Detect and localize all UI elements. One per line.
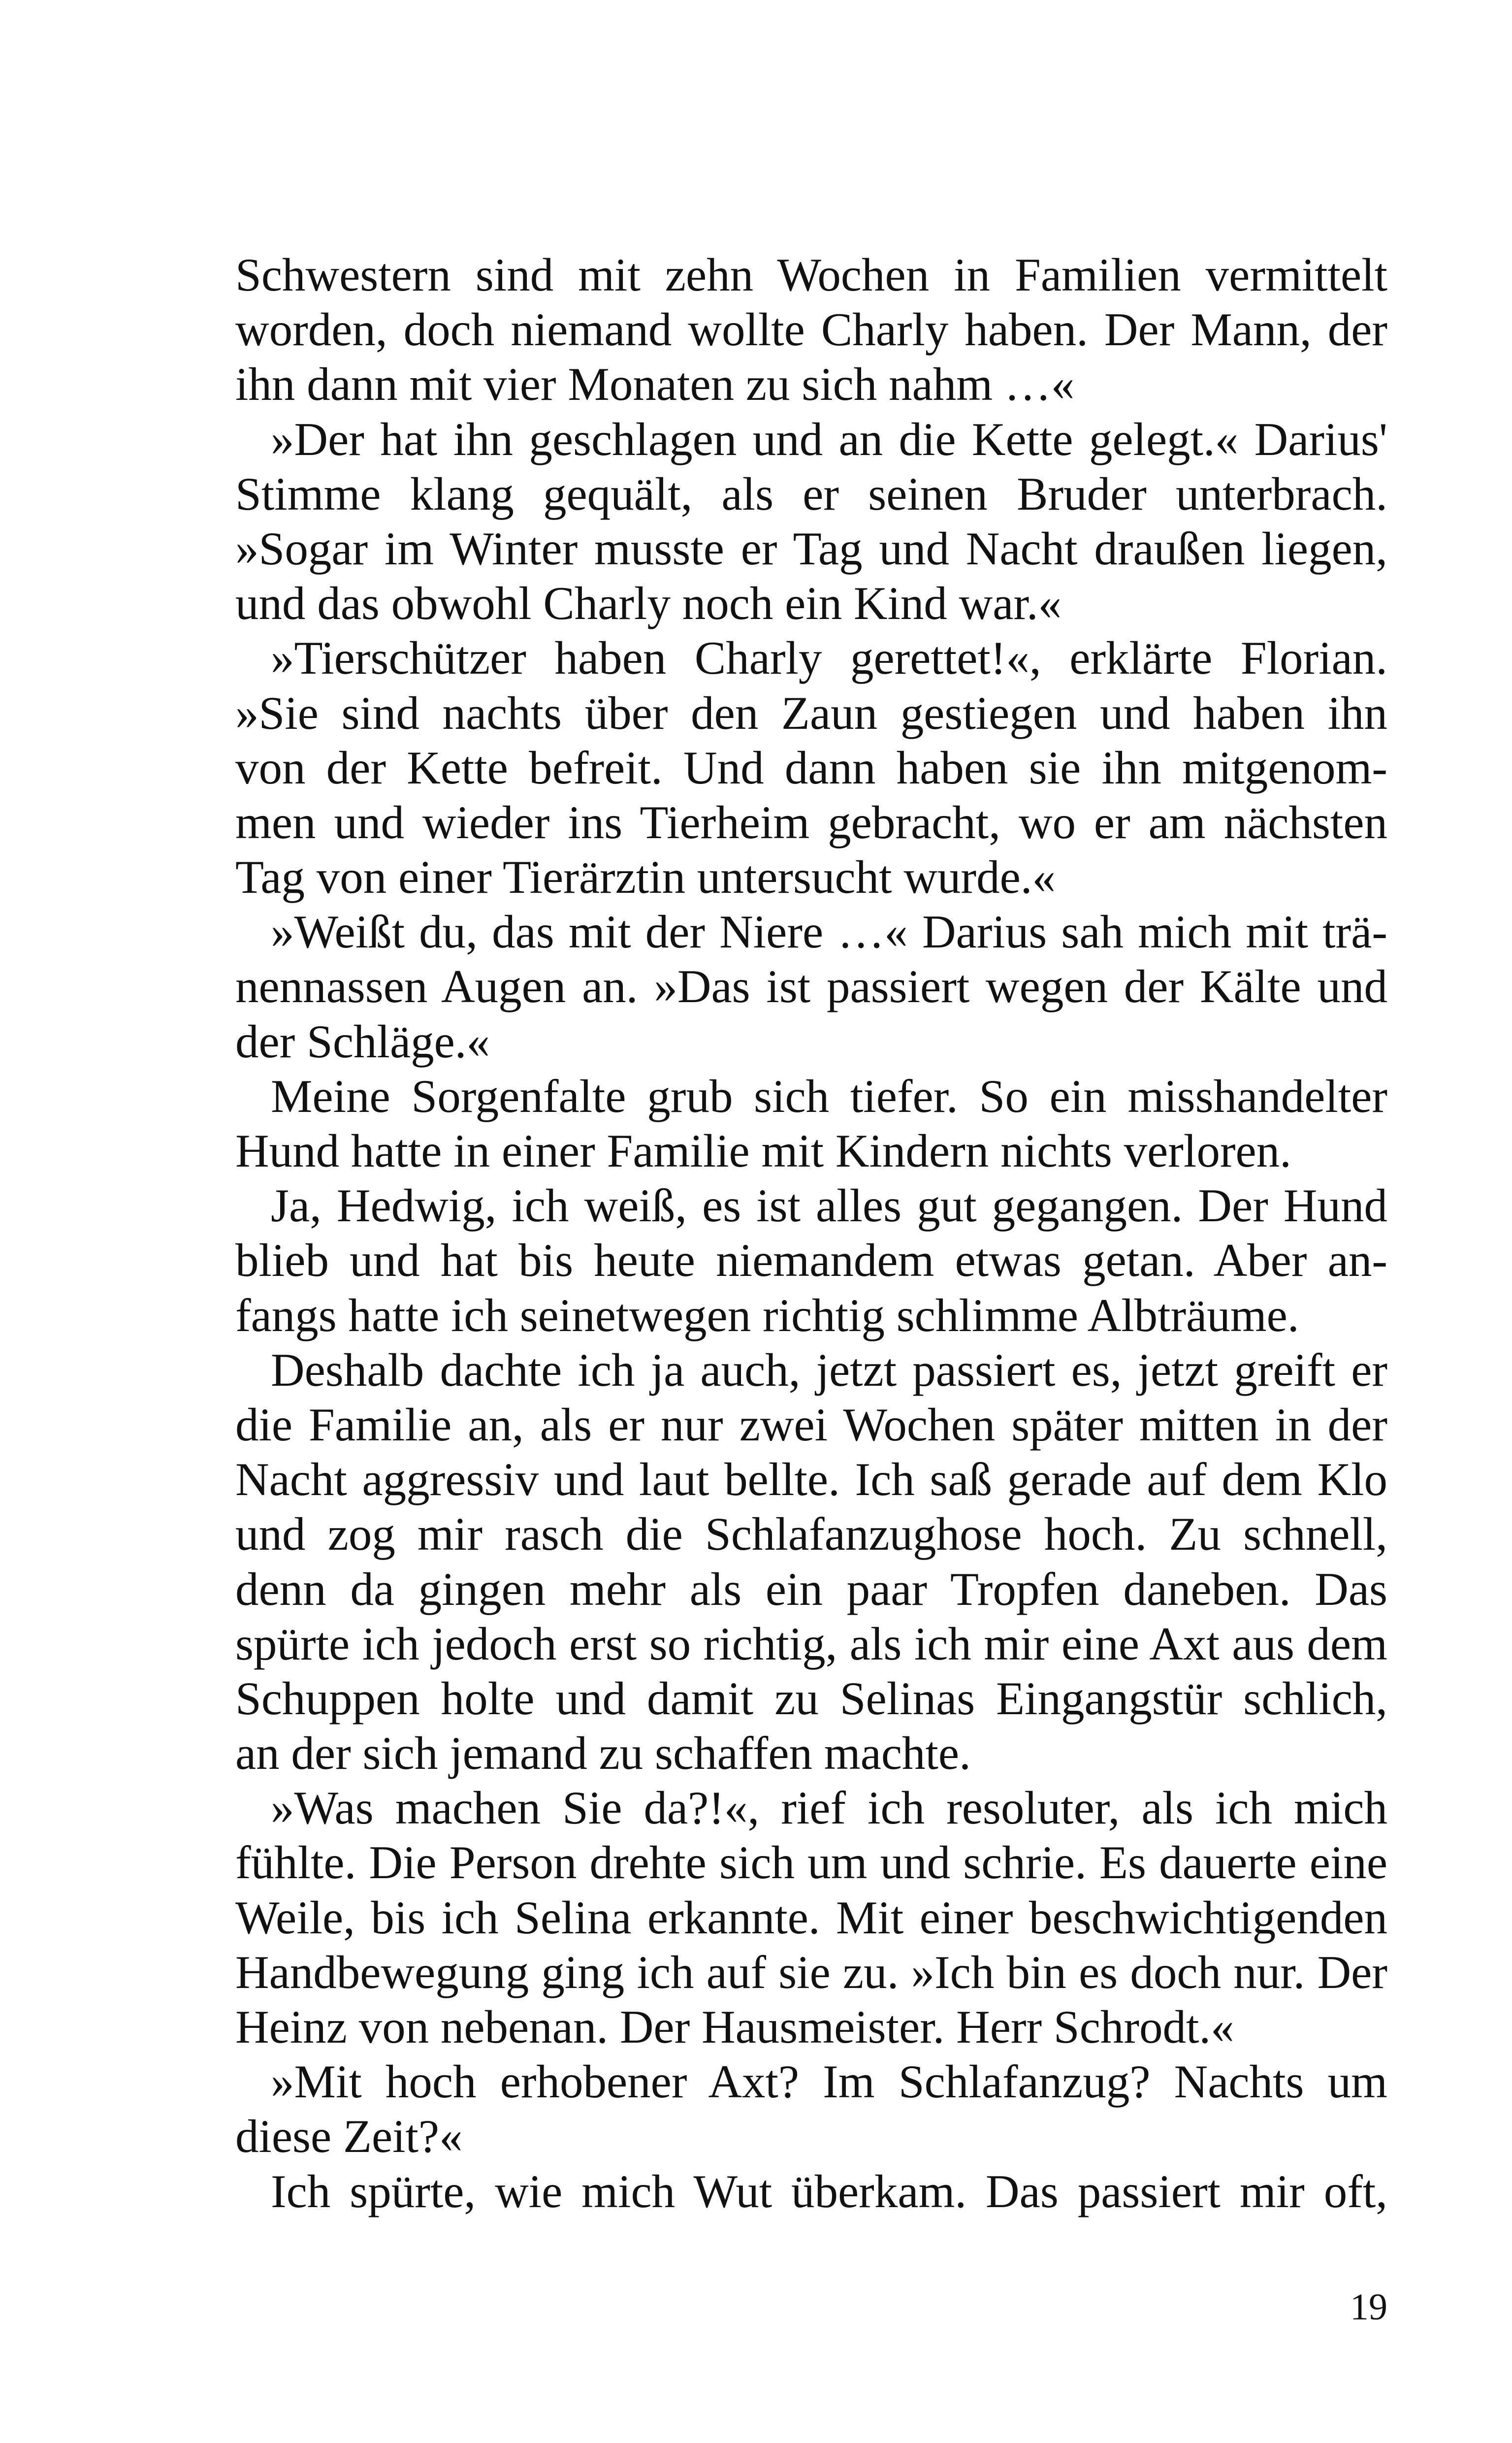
text-line: nennassen Augen an. »Das ist passiert wegen der Kälte und bbox=[235, 960, 1387, 1013]
text-line: Schwestern sind mit zehn Wochen in Familien vermittelt bbox=[235, 249, 1387, 301]
text-line: Deshalb dachte ich ja auch, jetzt passiert es, jetzt greift er bbox=[271, 1343, 1387, 1396]
text-line: Weile, bis ich Selina erkannte. Mit einer beschwichtigenden bbox=[235, 1891, 1387, 1944]
text-line: an der sich jemand zu schaffen machte. bbox=[235, 1727, 971, 1780]
text-line: Hund hatte in einer Familie mit Kindern nichts verloren. bbox=[235, 1125, 1291, 1177]
body-text bbox=[235, 248, 1387, 2219]
text-line: worden, doch niemand wollte Charly haben. Der Mann, der bbox=[235, 303, 1387, 356]
text-line: ihn dann mit vier Monaten zu sich nahm …« bbox=[235, 358, 1075, 411]
text-line: »Mit hoch erhobener Axt? Im Schlafanzug? Nachts um bbox=[271, 2055, 1387, 2108]
text-line: diese Zeit?« bbox=[235, 2110, 463, 2163]
text-line: Nacht aggressiv und laut bellte. Ich saß gerade auf dem Klo bbox=[235, 1453, 1387, 1506]
text-line: der Schläge.« bbox=[235, 1015, 490, 1068]
text-line: und das obwohl Charly noch ein Kind war.« bbox=[235, 577, 1062, 630]
text-line: Handbewegung ging ich auf sie zu. »Ich bin es doch nur. Der bbox=[235, 1946, 1387, 1998]
text-line: »Sie sind nachts über den Zaun gestiegen und haben ihn bbox=[235, 686, 1387, 739]
text-line: Tag von einer Tierärztin untersucht wurde.« bbox=[235, 851, 1056, 904]
text-line: »Der hat ihn geschlagen und an die Kette gelegt.« Darius' bbox=[271, 413, 1387, 465]
text-line: und zog mir rasch die Schlafanzughose hoch. Zu schnell, bbox=[235, 1508, 1387, 1561]
text-line: Schuppen holte und damit zu Selinas Eingangstür schlich, bbox=[235, 1672, 1387, 1725]
text-line: Meine Sorgenfalte grub sich tiefer. So ein misshandelter bbox=[271, 1070, 1387, 1122]
text-line: »Sogar im Winter musste er Tag und Nacht draußen liegen, bbox=[235, 522, 1387, 575]
text-line: Ich spürte, wie mich Wut überkam. Das passiert mir oft, bbox=[271, 2165, 1387, 2217]
text-line: »Weißt du, das mit der Niere …« Darius sah mich mit trä- bbox=[271, 906, 1387, 958]
text-line: von der Kette befreit. Und dann haben sie ihn mitgenom- bbox=[235, 741, 1387, 794]
text-line: Stimme klang gequält, als er seinen Bruder unterbrach. bbox=[235, 467, 1387, 520]
text-line: blieb und hat bis heute niemandem etwas getan. Aber an- bbox=[235, 1234, 1387, 1287]
text-line: die Familie an, als er nur zwei Wochen später mitten in der bbox=[235, 1398, 1387, 1451]
page-number: 19 bbox=[1350, 2286, 1387, 2328]
text-line: denn da gingen mehr als ein paar Tropfen daneben. Das bbox=[235, 1563, 1387, 1615]
text-line: fangs hatte ich seinetwegen richtig schlimme Albträume. bbox=[235, 1289, 1299, 1341]
text-line: Heinz von nebenan. Der Hausmeister. Herr Schrodt.« bbox=[235, 2001, 1234, 2053]
text-line: »Tierschützer haben Charly gerettet!«, erklärte Florian. bbox=[271, 632, 1387, 684]
text-line: spürte ich jedoch erst so richtig, als ich mir eine Axt aus dem bbox=[235, 1617, 1387, 1670]
text-line: men und wieder ins Tierheim gebracht, wo er am nächsten bbox=[235, 796, 1387, 848]
text-line: fühlte. Die Person drehte sich um und schrie. Es dauerte eine bbox=[235, 1836, 1387, 1889]
text-line: »Was machen Sie da?!«, rief ich resoluter, als ich mich bbox=[271, 1782, 1387, 1834]
text-line: Ja, Hedwig, ich weiß, es ist alles gut gegangen. Der Hund bbox=[271, 1179, 1387, 1232]
